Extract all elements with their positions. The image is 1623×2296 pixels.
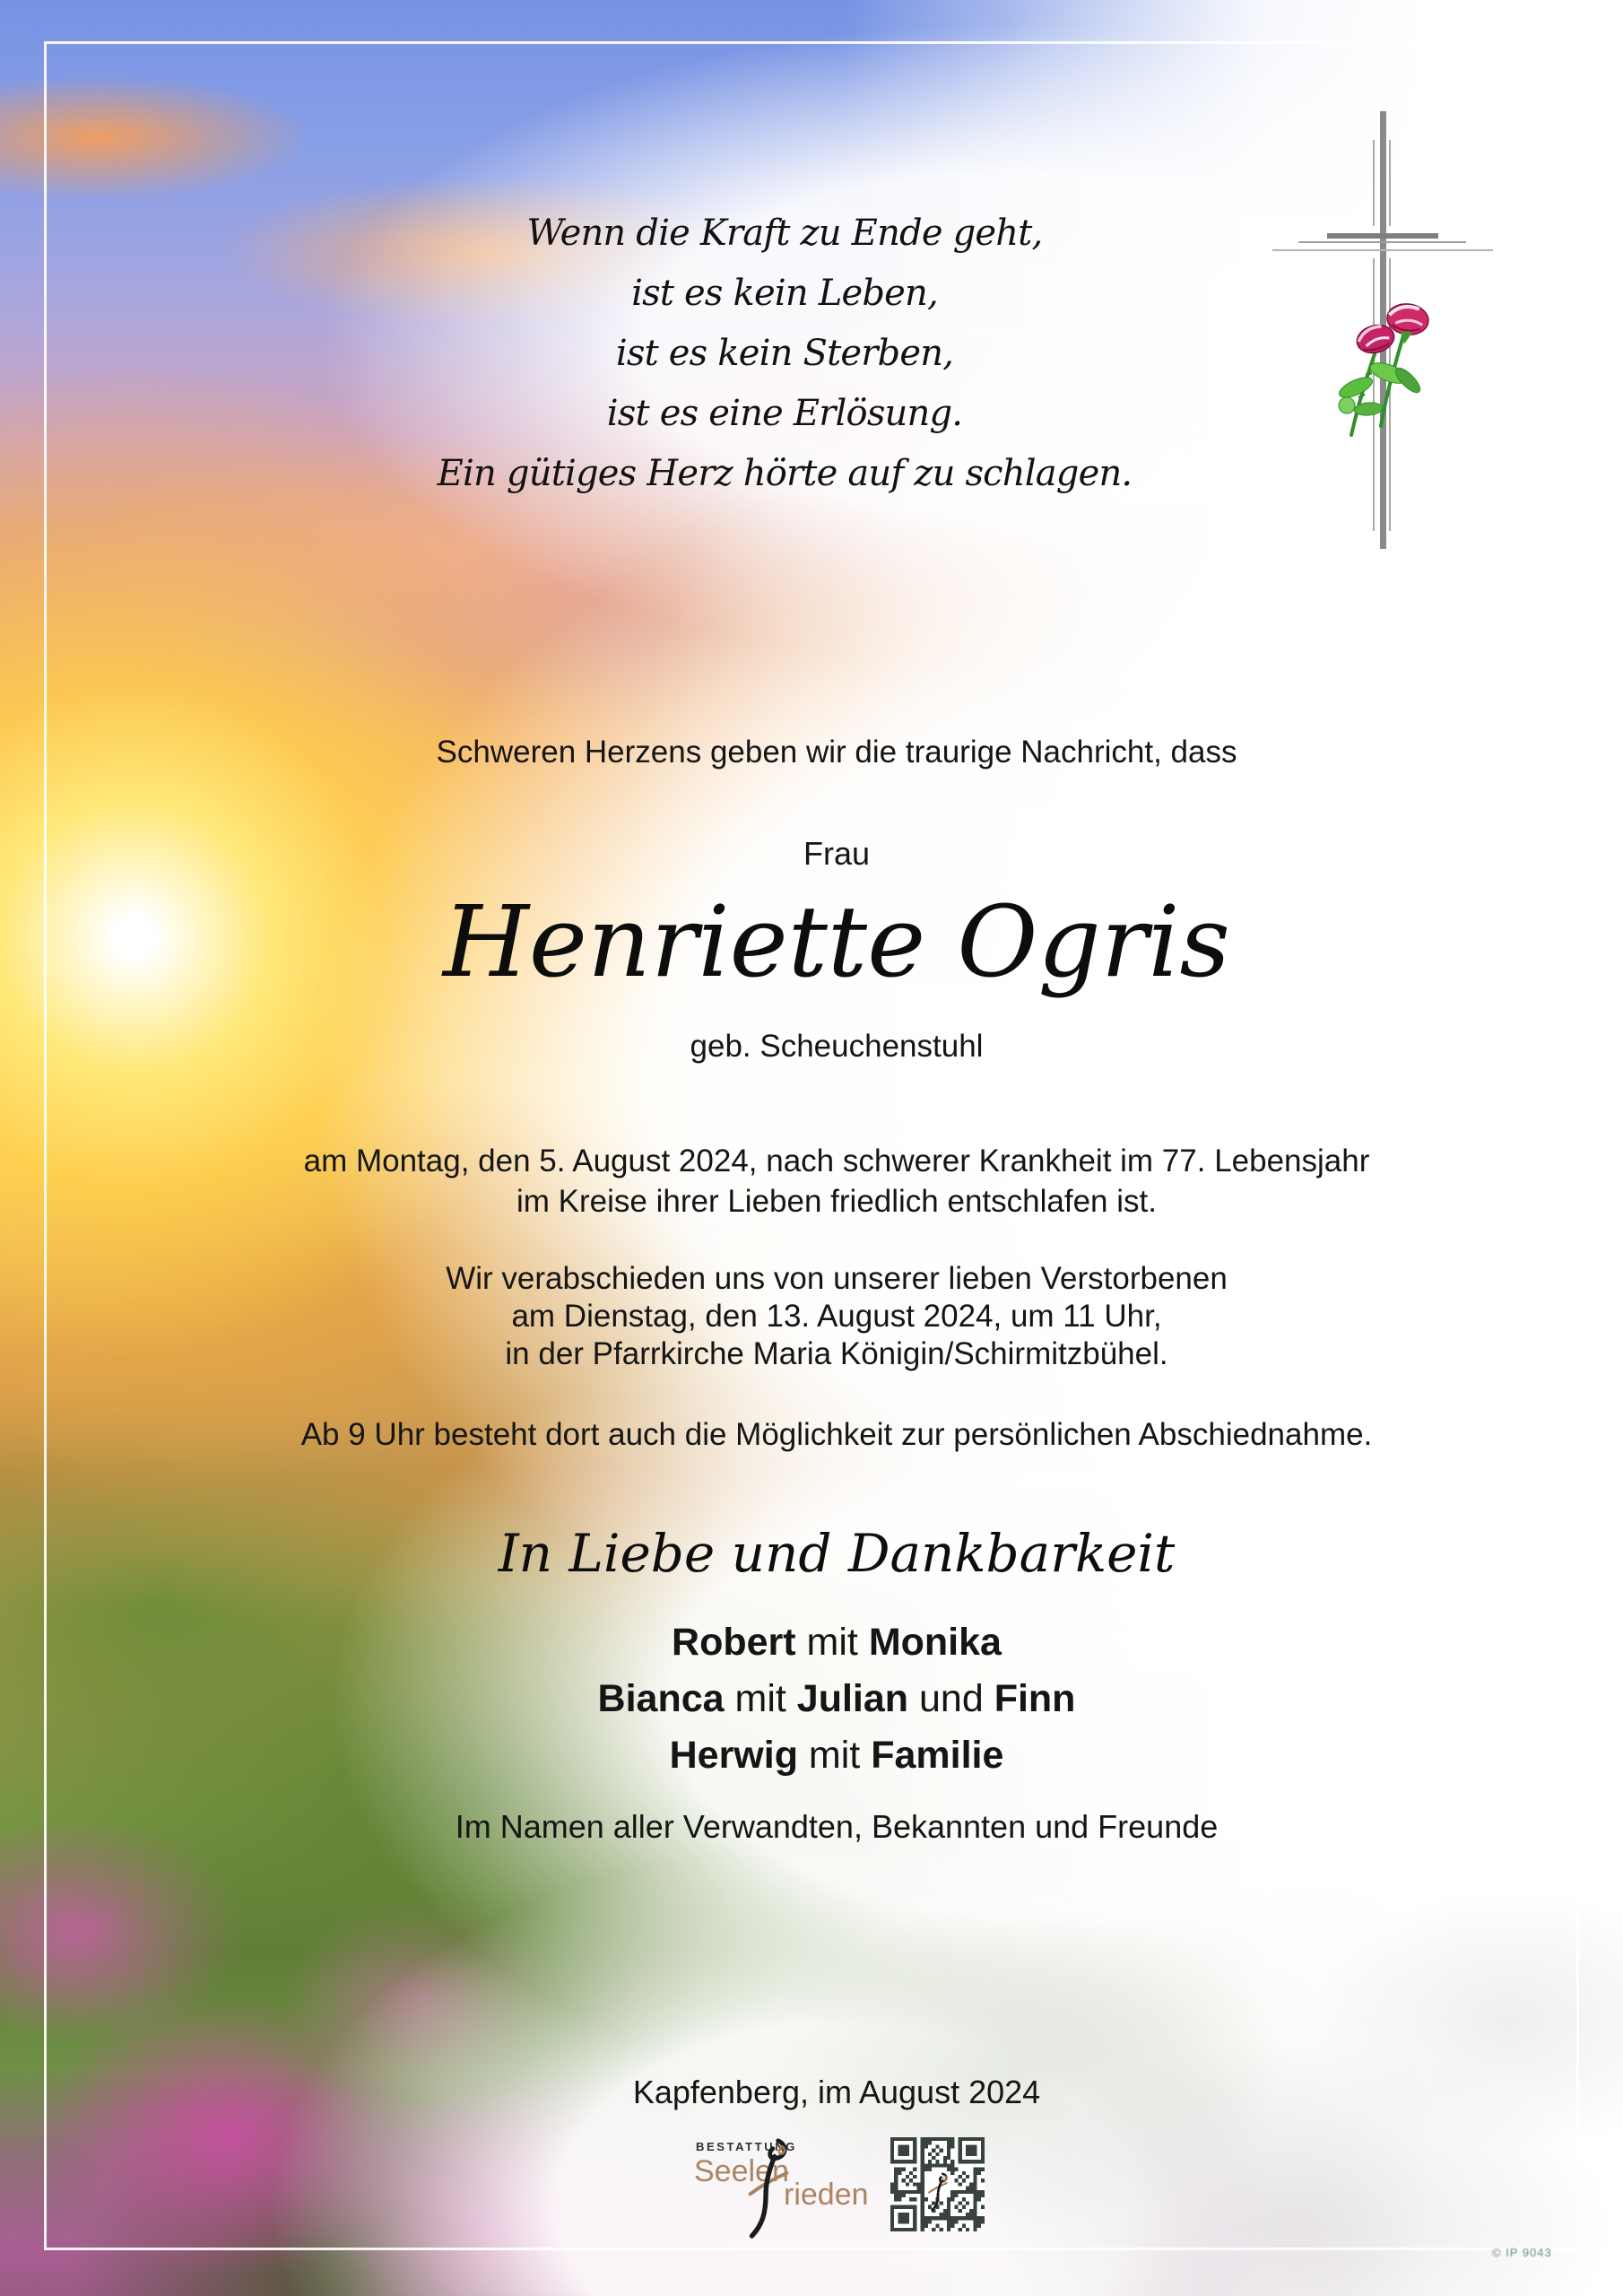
family-conjunction: mit	[797, 1734, 872, 1777]
family-name: Monika	[868, 1621, 1002, 1664]
brand-word-seelen: Seelen	[694, 2154, 789, 2188]
family-name: Familie	[871, 1734, 1004, 1777]
deceased-name: Henriette Ogris	[442, 884, 1230, 999]
poem-line: Wenn die Kraft zu Ende geht,	[526, 213, 1043, 254]
poem	[0, 204, 1569, 504]
passing-line: im Kreise ihrer Lieben friedlich entschlafen ist.	[516, 1184, 1157, 1219]
family-conjunction: mit	[724, 1677, 797, 1720]
family-conjunction: und	[908, 1677, 994, 1720]
brand-word-rieden: rieden	[784, 2178, 869, 2212]
passing-paragraph	[50, 1141, 1623, 1222]
poem-line: Ein gütiges Herz hörte auf zu schlagen.	[437, 453, 1133, 494]
maiden-name: geb. Scheuchenstuhl	[690, 1029, 984, 1064]
salutation: Frau	[803, 835, 871, 872]
announcement-text: Schweren Herzens geben wir die traurige Nachricht, dass	[436, 735, 1237, 770]
farewell-line: Wir verabschieden uns von unserer lieben Verstorbenen	[446, 1261, 1228, 1296]
passing-line: am Montag, den 5. August 2024, nach schwerer Krankheit im 77. Lebensjahr	[303, 1144, 1370, 1178]
place-date: Kapfenberg, im August 2024	[632, 2074, 1041, 2110]
family-line	[50, 1671, 1623, 1727]
copyright-code: © IP 9043	[1492, 2246, 1552, 2259]
family-name: Herwig	[669, 1734, 798, 1777]
poem-line: ist es eine Erlösung.	[606, 393, 963, 434]
family-name: Bianca	[597, 1677, 725, 1720]
farewell-line: am Dienstag, den 13. August 2024, um 11 Uhr,	[511, 1299, 1162, 1334]
poem-line: ist es kein Sterben,	[615, 333, 954, 374]
family-conjunction: mit	[795, 1621, 869, 1664]
family-line	[50, 1614, 1623, 1671]
family-name: Finn	[994, 1677, 1076, 1720]
family-name: Julian	[796, 1677, 909, 1720]
qr-code	[890, 2137, 985, 2231]
closing-title: In Liebe und Dankbarkeit	[498, 1523, 1176, 1584]
farewell-line: in der Pfarrkirche Maria Königin/Schirmitzbühel.	[505, 1336, 1168, 1371]
family-line	[50, 1727, 1623, 1784]
family-list	[50, 1614, 1623, 1784]
in-names-of-text: Im Namen aller Verwandten, Bekannten und Freunde	[455, 1808, 1219, 1845]
brand-label: BESTATTUNG	[696, 2140, 797, 2153]
poem-line: ist es kein Leben,	[631, 273, 938, 314]
funeral-home-logo	[690, 2135, 897, 2242]
viewing-info: Ab 9 Uhr besteht dort auch die Möglichkeit zur persönlichen Abschiednahme.	[300, 1417, 1373, 1452]
family-name: Robert	[672, 1621, 796, 1664]
farewell-paragraph	[50, 1260, 1623, 1373]
